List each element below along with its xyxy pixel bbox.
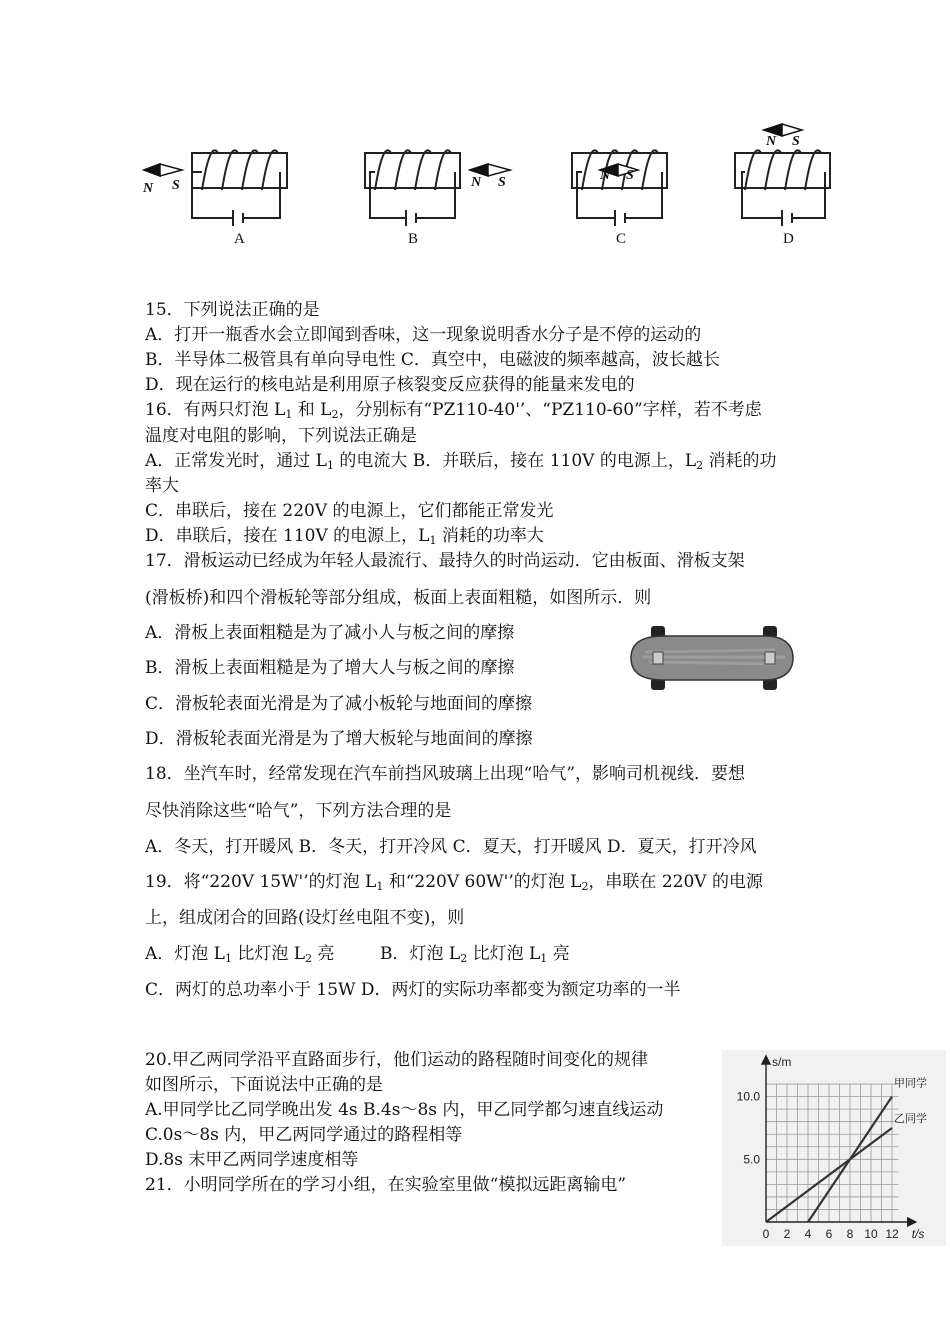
q17-option-d: D．滑板轮表面光滑是为了增大板轮与地面间的摩擦 [145, 729, 533, 749]
x-tick-label: 0 [762, 1227, 770, 1241]
x-axis-label: t/s [911, 1227, 925, 1241]
pole-n-c: N [600, 168, 611, 183]
compass-needles [144, 124, 802, 176]
pole-n-b: N [471, 175, 482, 190]
coil-figure-a [192, 150, 287, 226]
q15-option-d: D．现在运行的核电站是利用原子核裂变反应获得的能量来发电的 [145, 375, 635, 395]
skateboard-image [625, 622, 795, 694]
q19-option-a: A．灯泡 $L_1$ 比灯泡 $L_2$ 亮 [145, 944, 335, 965]
q17-option-a: A．滑板上表面粗糙是为了减小人与板之间的摩擦 [145, 623, 515, 643]
pole-s-d: S [792, 134, 800, 149]
pole-s-b: S [498, 175, 506, 190]
q20-stem-line2: 如图所示，下面说法中正确的是 [145, 1075, 383, 1095]
q16-option-d: D．串联后，接在 110V 的电源上，$L_1$ 消耗的功率大 [145, 526, 544, 547]
q17-option-c: C．滑板轮表面光滑是为了减小板轮与地面间的摩擦 [145, 694, 533, 714]
distance-time-chart [722, 1050, 946, 1246]
series-label: 甲同学 [894, 1077, 927, 1090]
q19-option-b: B．灯泡 $L_2$ 比灯泡 $L_1$ 亮 [380, 944, 570, 965]
q20-option-d: D.8s 末甲乙两同学速度相等 [145, 1150, 359, 1170]
q20-stem-line1: 20.甲乙两同学沿平直路面步行，他们运动的路程随时间变化的规律 [145, 1050, 649, 1070]
q15-option-bc: B．半导体二极管具有单向导电性 C．真空中，电磁波的频率越高，波长越长 [145, 350, 720, 370]
q16-option-ab: A．正常发光时，通过 $L_1$ 的电流大 B．并联后，接在 110V 的电源上，$L_2$ 消耗的功 [145, 451, 777, 472]
coil-figure-d [735, 150, 830, 226]
figure-label-a: A [234, 231, 245, 247]
q15-option-a: A．打开一瓶香水会立即闻到香味，这一现象说明香水分子是不停的运动的 [145, 325, 702, 345]
x-tick-label: 6 [825, 1227, 833, 1241]
pole-n-a: N [143, 181, 154, 196]
q17-option-b: B．滑板上表面粗糙是为了增大人与板之间的摩擦 [145, 658, 515, 678]
q17-stem-line1: 17．滑板运动已经成为年轻人最流行、最持久的时尚运动．它由板面、滑板支架 [145, 551, 745, 571]
q18-options: A．冬天，打开暖风 B．冬天，打开冷风 C．夏天，打开暖风 D．夏天，打开冷风 [145, 837, 757, 857]
q16-option-c: C．串联后，接在 220V 的电源上，它们都能正常发光 [145, 501, 554, 521]
pole-n-d: N [766, 134, 777, 149]
y-tick-label: 10.0 [736, 1089, 760, 1104]
q18-stem-line2: 尽快消除这些“哈气”，下列方法合理的是 [145, 801, 452, 821]
x-tick-label: 4 [804, 1227, 812, 1241]
coil-figure-c [572, 150, 667, 226]
series-label: 乙同学 [894, 1112, 927, 1125]
figure-label-d: D [783, 231, 794, 247]
q19-stem-line2: 上，组成闭合的回路(设灯丝电阻不变)，则 [145, 908, 465, 928]
q19-option-cd: C．两灯的总功率小于 15W D．两灯的实际功率都变为额定功率的一半 [145, 980, 681, 1000]
x-tick-label: 8 [846, 1227, 854, 1241]
y-tick-label: 5.0 [743, 1152, 760, 1167]
q17-stem-line2: (滑板桥)和四个滑板轮等部分组成，板面上表面粗糙，如图所示．则 [145, 588, 652, 608]
y-axis-label: s/m [772, 1054, 792, 1069]
x-tick-label: 10 [864, 1227, 878, 1241]
q16-option-b-cont: 率大 [145, 476, 179, 496]
figure-label-b: B [408, 231, 419, 247]
x-tick-label: 2 [783, 1227, 791, 1241]
q15-stem: 15．下列说法正确的是 [145, 300, 320, 320]
q18-stem-line1: 18．坐汽车时，经常发现在汽车前挡风玻璃上出现“哈气”，影响司机视线．要想 [145, 764, 746, 784]
coil-figure-b [365, 150, 460, 226]
q20-option-ab: A.甲同学比乙同学晚出发 4s B.4s～8s 内，甲乙同学都匀速直线运动 [145, 1100, 664, 1120]
x-tick-label: 12 [885, 1227, 899, 1241]
pole-s-a: S [172, 178, 180, 193]
figure-label-c: C [616, 231, 627, 247]
q20-option-c: C.0s～8s 内，甲乙两同学通过的路程相等 [145, 1125, 463, 1145]
q21-stem-line1: 21．小明同学所在的学习小组，在实验室里做“模拟远距离输电” [145, 1175, 627, 1195]
q16-stem-line2: 温度对电阻的影响，下列说法正确是 [145, 426, 417, 446]
pole-s-c: S [626, 168, 634, 183]
q19-stem-line1: 19．将“220V 15W'’的灯泡 $L_1$ 和“220V 60W'’的灯泡 $L_2$，串联在 220V 的电源 [145, 872, 763, 893]
q16-stem-line1: 16．有两只灯泡 $L_1$ 和 $L_2$，分别标有“PZ110-40'’、“PZ110-60”字样，若不考虑 [145, 400, 762, 421]
